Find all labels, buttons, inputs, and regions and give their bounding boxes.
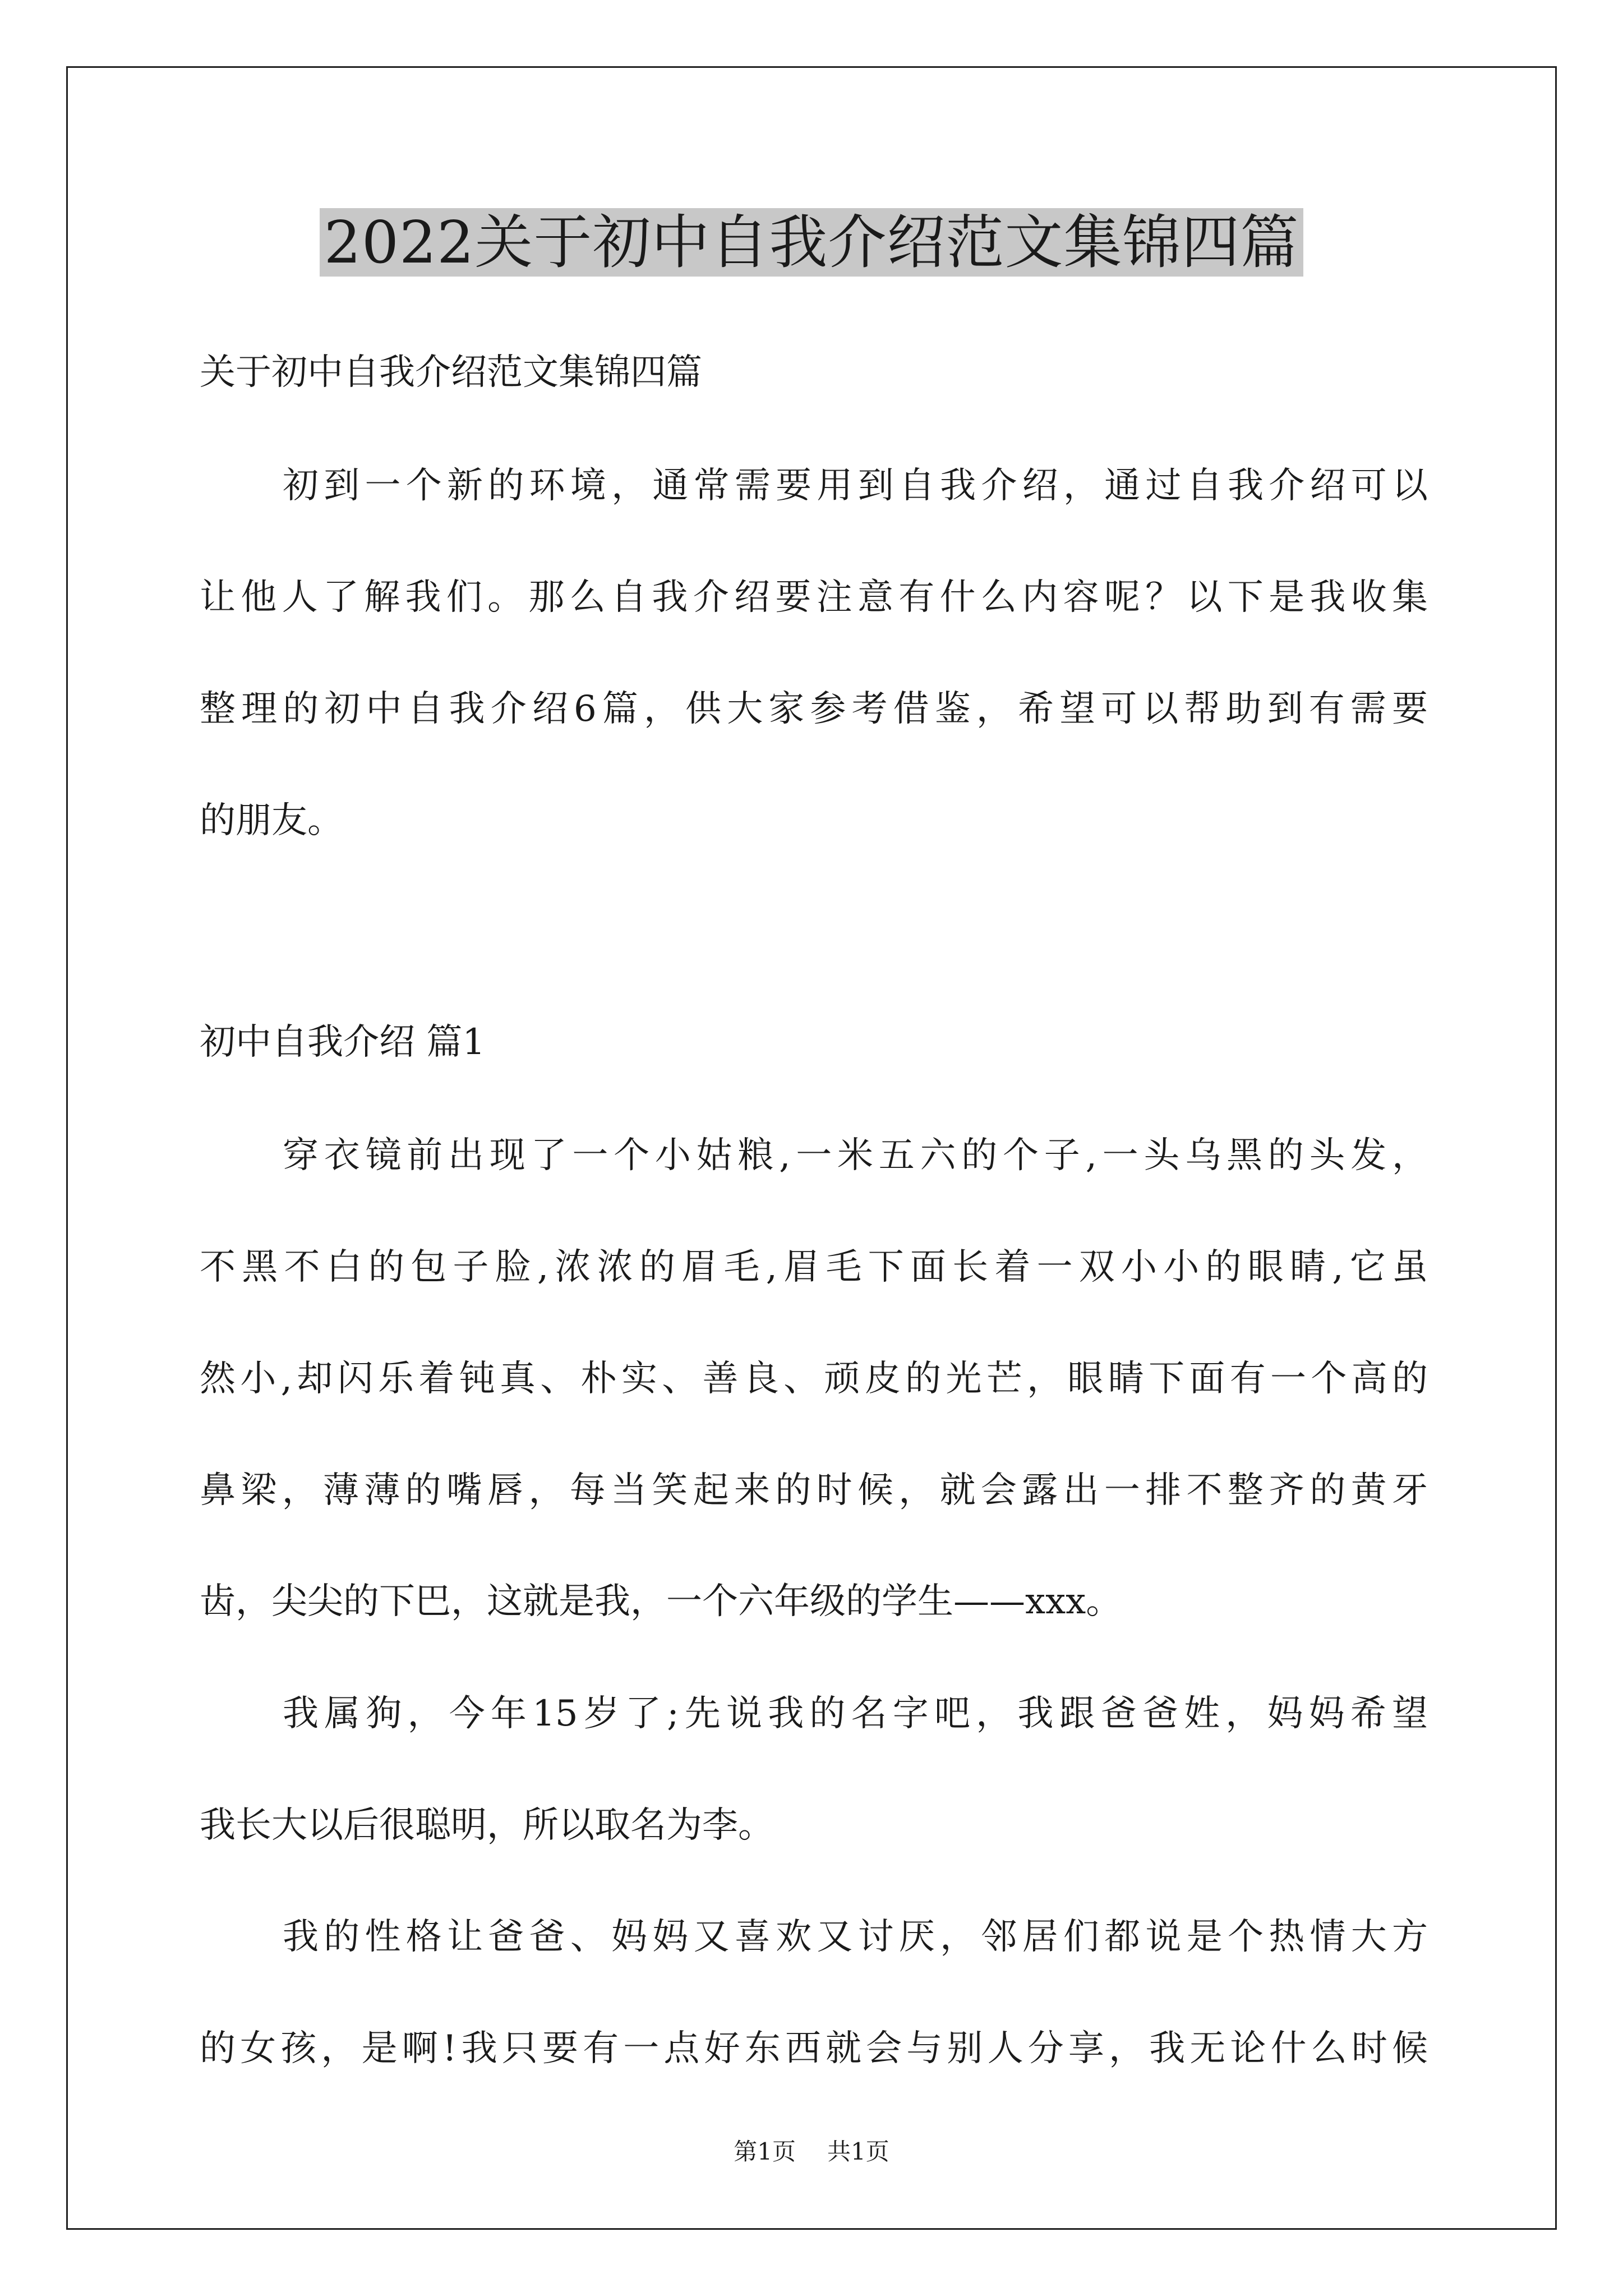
paragraph-line: 齿，尖尖的下巴，这就是我，一个六年级的学生——xxx。: [200, 1581, 1122, 1622]
intro-line: 初到一个新的环境，通常需要用到自我介绍，通过自我介绍可以: [283, 465, 1428, 507]
page-footer: [0, 2136, 1623, 2168]
paragraph-line: 鼻梁，薄薄的嘴唇，每当笑起来的时候，就会露出一排不整齐的黄牙: [200, 1470, 1428, 1511]
page-number: 第1页: [734, 2138, 796, 2165]
paragraph-line: 不黑不白的包子脸,浓浓的眉毛,眉毛下面长着一双小小的眼睛,它虽: [200, 1246, 1428, 1288]
document-title: 2022关于初中自我介绍范文集锦四篇: [0, 206, 1623, 278]
page-total: 共1页: [827, 2138, 889, 2165]
paragraph-line: 穿衣镜前出现了一个小姑粮,一米五六的个子,一头乌黑的头发，: [283, 1135, 1428, 1176]
intro-line: 整理的初中自我介绍6篇，供大家参考借鉴，希望可以帮助到有需要: [200, 688, 1428, 730]
document-subtitle: 关于初中自我介绍范文集锦四篇: [200, 352, 702, 393]
paragraph-line: 我属狗，今年15岁了;先说我的名字吧，我跟爸爸姓，妈妈希望: [283, 1693, 1428, 1734]
section-heading: 初中自我介绍 篇1: [200, 1022, 486, 1063]
paragraph-line: 我长大以后很聪明，所以取名为李。: [200, 1805, 774, 1846]
intro-line: 让他人了解我们。那么自我介绍要注意有什么内容呢？以下是我收集: [200, 577, 1428, 618]
intro-line: 的朋友。: [200, 800, 343, 841]
paragraph-line: 的女孩，是啊!我只要有一点好东西就会与别人分享，我无论什么时候: [200, 2028, 1428, 2069]
paragraph-line: 我的性格让爸爸、妈妈又喜欢又讨厌，邻居们都说是个热情大方: [283, 1916, 1428, 1958]
paragraph-line: 然小,却闪乐着钝真、朴实、善良、顽皮的光芒，眼睛下面有一个高的: [200, 1358, 1428, 1400]
